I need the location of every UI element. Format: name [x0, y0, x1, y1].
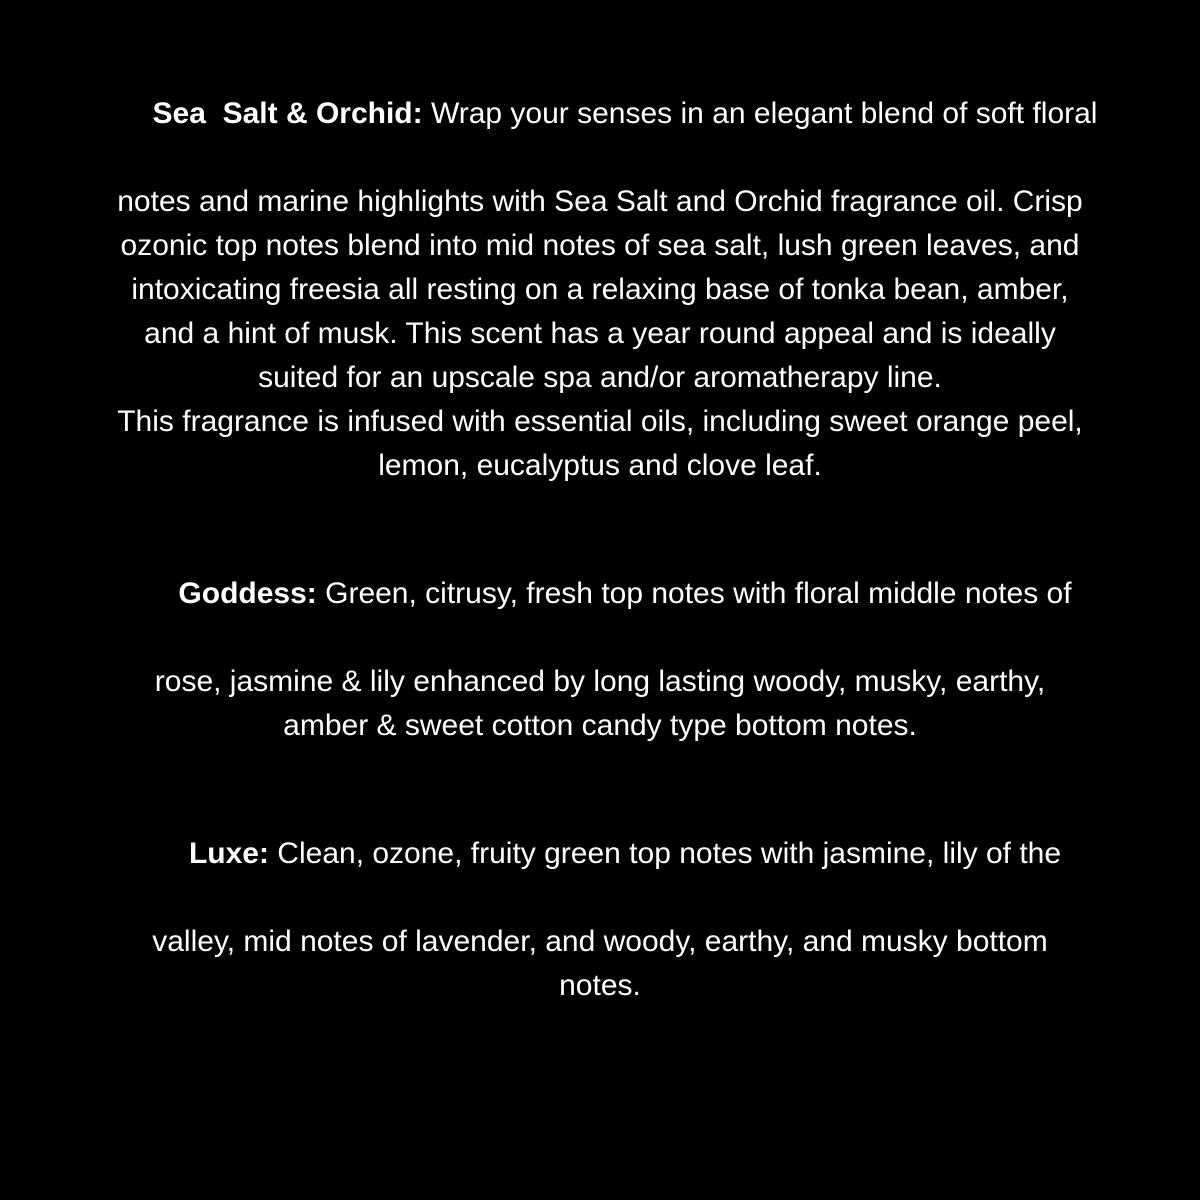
text-line: and a hint of musk. This scent has a year round appeal and is ideally — [144, 317, 1056, 350]
text-line — [18, 48, 1182, 180]
text-line-rest: Clean, ozone, fruity green top notes with jasmine, lily of the — [268, 837, 1062, 870]
scent-name-goddess: Goddess: — [178, 577, 317, 610]
text-line — [18, 788, 1182, 920]
text-line — [18, 528, 1182, 660]
section-goddess — [18, 528, 1182, 748]
text-line: intoxicating freesia all resting on a relaxing base of tonka bean, amber, — [131, 273, 1069, 306]
text-line: valley, mid notes of lavender, and woody, earthy, and musky bottom — [152, 925, 1048, 958]
text-line: notes. — [559, 969, 641, 1002]
text-line-rest: Wrap your senses in an elegant blend of soft floral — [422, 97, 1098, 130]
text-line: lemon, eucalyptus and clove leaf. — [378, 449, 822, 482]
text-line: amber & sweet cotton candy type bottom notes. — [283, 709, 917, 742]
text-line: suited for an upscale spa and/or aromatherapy line. — [258, 361, 942, 394]
section-luxe — [18, 788, 1182, 1008]
text-line-rest: Green, citrusy, fresh top notes with floral middle notes of — [316, 577, 1072, 610]
scent-name-sea-salt-orchid: Sea Salt & Orchid: — [152, 97, 423, 130]
scent-name-luxe: Luxe: — [188, 837, 269, 870]
section-sea-salt-orchid — [18, 48, 1182, 488]
text-line: notes and marine highlights with Sea Salt and Orchid fragrance oil. Crisp — [117, 185, 1083, 218]
text-line: ozonic top notes blend into mid notes of sea salt, lush green leaves, and — [120, 229, 1080, 262]
text-line: rose, jasmine & lily enhanced by long lasting woody, musky, earthy, — [154, 665, 1046, 698]
text-line: This fragrance is infused with essential oils, including sweet orange peel, — [117, 405, 1083, 438]
